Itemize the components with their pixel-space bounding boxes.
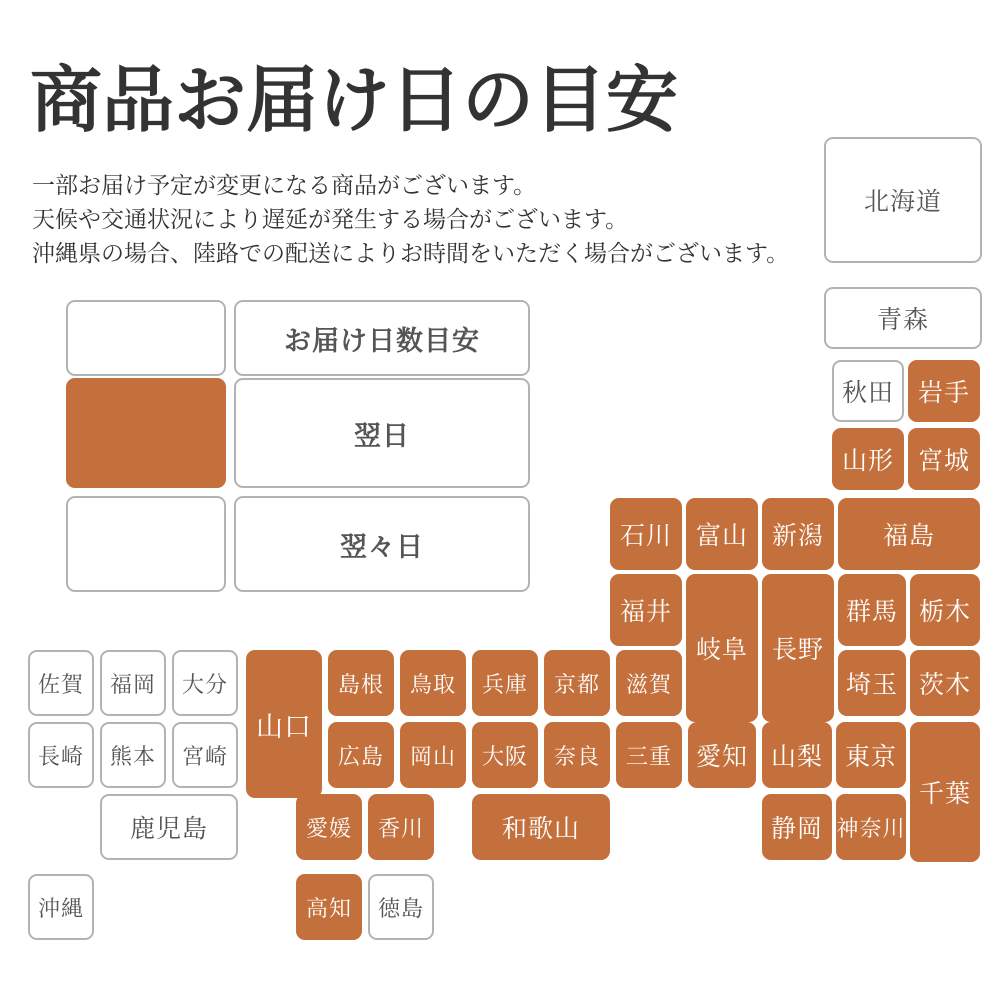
prefecture-cell: 広島	[328, 722, 394, 788]
prefecture-cell: 高知	[296, 874, 362, 940]
prefecture-cell: 大阪	[472, 722, 538, 788]
prefecture-cell: 北海道	[824, 137, 982, 263]
prefecture-cell: 福井	[610, 574, 682, 646]
prefecture-cell: 香川	[368, 794, 434, 860]
note-line: 天候や交通状況により遅延が発生する場合がございます。	[32, 206, 629, 232]
prefecture-cell: 大分	[172, 650, 238, 716]
prefecture-cell: 東京	[836, 722, 906, 788]
prefecture-cell: 福島	[838, 498, 980, 570]
prefecture-cell: 宮崎	[172, 722, 238, 788]
note-line: 沖縄県の場合、陸路での配送によりお時間をいただく場合がございます。	[32, 240, 790, 266]
prefecture-cell: 新潟	[762, 498, 834, 570]
prefecture-cell: 滋賀	[616, 650, 682, 716]
prefecture-cell: 兵庫	[472, 650, 538, 716]
prefecture-cell: 石川	[610, 498, 682, 570]
prefecture-cell: 三重	[616, 722, 682, 788]
prefecture-cell: 奈良	[544, 722, 610, 788]
prefecture-cell: 沖縄	[28, 874, 94, 940]
prefecture-cell: 山梨	[762, 722, 832, 788]
legend-label-two-days: 翌々日	[234, 496, 530, 592]
legend-key-next-day	[66, 378, 226, 488]
note-line: 一部お届け予定が変更になる商品がございます。	[32, 172, 537, 198]
prefecture-cell: 長野	[762, 574, 834, 722]
prefecture-cell: 茨木	[910, 650, 980, 716]
prefecture-cell: 愛知	[688, 722, 756, 788]
prefecture-cell: 秋田	[832, 360, 904, 422]
prefecture-cell: 富山	[686, 498, 758, 570]
prefecture-cell: 岐阜	[686, 574, 758, 722]
prefecture-cell: 島根	[328, 650, 394, 716]
prefecture-cell: 徳島	[368, 874, 434, 940]
prefecture-cell: 福岡	[100, 650, 166, 716]
prefecture-cell: 鳥取	[400, 650, 466, 716]
prefecture-cell: 岩手	[908, 360, 980, 422]
notes-block	[32, 168, 789, 270]
prefecture-cell: 神奈川	[836, 794, 906, 860]
prefecture-cell: 佐賀	[28, 650, 94, 716]
prefecture-cell: 群馬	[838, 574, 906, 646]
legend-label-next-day: 翌日	[234, 378, 530, 488]
page-title: 商品お届け日の目安	[30, 61, 679, 141]
prefecture-cell: 埼玉	[838, 650, 906, 716]
prefecture-cell: 宮城	[908, 428, 980, 490]
prefecture-cell: 京都	[544, 650, 610, 716]
prefecture-cell: 鹿児島	[100, 794, 238, 860]
prefecture-cell: 愛媛	[296, 794, 362, 860]
prefecture-cell: 長崎	[28, 722, 94, 788]
prefecture-cell: 和歌山	[472, 794, 610, 860]
legend-header-key	[66, 300, 226, 376]
prefecture-cell: 山形	[832, 428, 904, 490]
prefecture-cell: 青森	[824, 287, 982, 349]
prefecture-cell: 静岡	[762, 794, 832, 860]
legend-header-label: お届け日数目安	[234, 300, 530, 376]
prefecture-cell: 岡山	[400, 722, 466, 788]
prefecture-cell: 栃木	[910, 574, 980, 646]
prefecture-cell: 山口	[246, 650, 322, 798]
prefecture-cell: 熊本	[100, 722, 166, 788]
prefecture-cell: 千葉	[910, 722, 980, 862]
legend-key-two-days	[66, 496, 226, 592]
